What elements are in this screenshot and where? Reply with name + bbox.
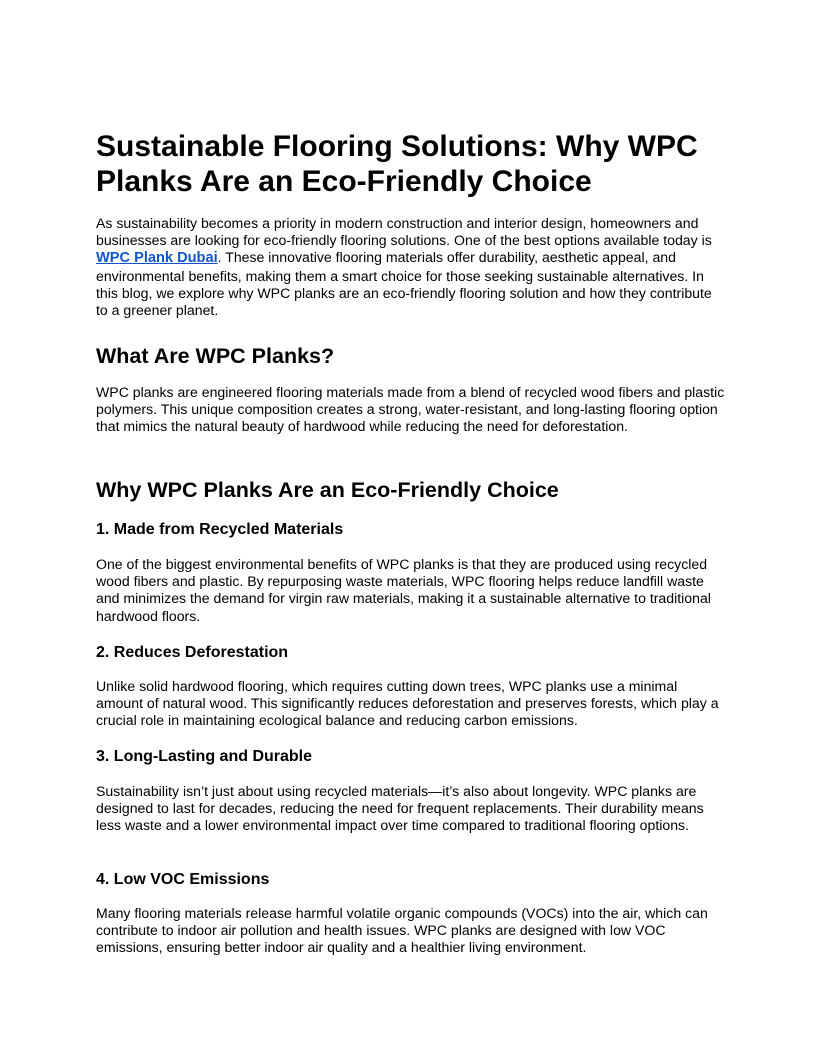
subheading-reduces-deforestation: 2. Reduces Deforestation [96,644,289,661]
section-what-paragraph: WPC planks are engineered flooring materials made from a blend of recycled wood fibers and plastic polymers. This unique composition creates a strong, water-resistant, and long-lasting flooring option that mimics the natural beauty of hardwood while reducing the need for deforestation. [96,384,725,435]
paragraph-low-voc: Many flooring materials release harmful volatile organic compounds (VOCs) into the air, which can contribute to indoor air pollution and health issues. WPC planks are designed with low VOC emissions, ensuring better indoor air quality and a healthier living environment. [96,905,708,956]
paragraph-reduces-deforestation: Unlike solid hardwood flooring, which requires cutting down trees, WPC planks use a minimal amount of natural wood. This significantly reduces deforestation and preserves forests, which play a crucial role in maintaining ecological balance and reducing carbon emissions. [96,678,719,729]
page-title: Sustainable Flooring Solutions: Why WPC Planks Are an Eco-Friendly Choice [96,130,698,198]
intro-paragraph [96,215,726,319]
section-heading-why: Why WPC Planks Are an Eco-Friendly Choice [96,478,559,502]
subheading-low-voc: 4. Low VOC Emissions [96,871,270,888]
paragraph-recycled-materials: One of the biggest environmental benefits of WPC planks is that they are produced using recycled wood fibers and plastic. By repurposing waste materials, WPC flooring helps reduce landfill waste and minimizes the demand for virgin raw materials, making it a sustainable alternative to traditional hardwood floors. [96,556,711,624]
intro-text-before-link: As sustainability becomes a priority in modern construction and interior design, homeowners and businesses are looking for eco-friendly flooring solutions. One of the best options available today is [96,215,712,249]
intro-text-after-link: . These innovative flooring materials offer durability, aesthetic appeal, and environmental benefits, making them a smart choice for those seeking sustainable alternatives. In this blog, we explore why WPC planks are an eco-friendly flooring solution and how they contribute to a greener planet. [96,249,712,319]
subheading-long-lasting: 3. Long-Lasting and Durable [96,748,313,765]
section-heading-what: What Are WPC Planks? [96,344,335,368]
wpc-plank-dubai-link[interactable]: WPC Plank Dubai [96,250,218,267]
paragraph-long-lasting: Sustainability isn’t just about using recycled materials—it’s also about longevity. WPC planks are designed to last for decades, reducing the need for frequent replacements. Their durability means less waste and a lower environmental impact over time compared to traditional flooring options. [96,783,704,834]
subheading-recycled-materials: 1. Made from Recycled Materials [96,521,344,538]
